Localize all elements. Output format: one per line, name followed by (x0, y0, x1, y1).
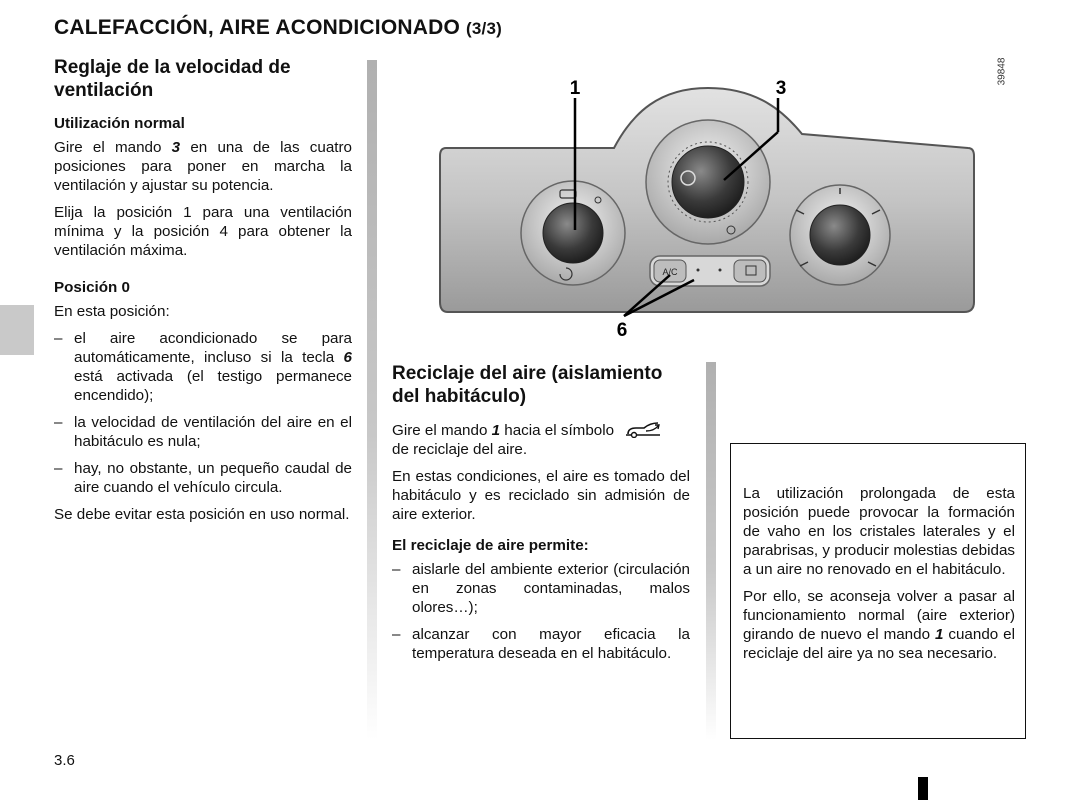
page-title (54, 16, 502, 40)
column-divider-left (367, 60, 377, 740)
text: Por ello, se aconseja volver a pasar al funcionamiento normal (aire exterior) girando de nuevo el mando (743, 588, 1015, 643)
text: cuando el reciclaje del aire ya no sea necesario. (743, 626, 1015, 662)
dash-marker: – (392, 561, 401, 578)
control-reference: 6 (343, 349, 352, 366)
dash-marker: – (54, 414, 63, 431)
subheading-normal-use: Utilización normal (54, 115, 185, 132)
air-recirculation-knob (521, 181, 625, 285)
column-divider-right (706, 362, 716, 740)
indicator-light (697, 269, 700, 272)
control-reference: 1 (934, 626, 944, 643)
page-number: 3.6 (54, 752, 75, 769)
note-box (730, 443, 1026, 739)
list-item (54, 329, 352, 405)
dash-marker: – (392, 626, 401, 643)
paragraph-recirculation-1-end: de reciclaje del aire. (392, 441, 528, 458)
paragraph-normal-use-2: Elija la posición 1 para una ventilación mínima y la posición 4 para obtener la ventilación máxima. (54, 204, 352, 259)
rear-defrost-button (734, 260, 766, 282)
climate-control-diagram (428, 70, 980, 345)
list-item-text: la velocidad de ventilación del aire en el habitáculo es nula; (74, 414, 352, 450)
subheading-position-zero: Posición 0 (54, 279, 130, 296)
note-paragraph-1: La utilización prolongada de esta posición puede provocar la formación de vaho en los cristales laterales y el parabrisas, y producir molestias debidas a un aire no renovado en el habitáculo. (743, 485, 1015, 578)
list-item (54, 413, 352, 451)
text: Gire el mando (54, 139, 172, 156)
figure-reference-code: 39848 (996, 57, 1008, 86)
note-paragraph-2 (743, 587, 1015, 663)
middle-column (392, 362, 690, 671)
end-of-section-mark (918, 777, 928, 800)
list-item (392, 560, 690, 617)
callout-label-1: 1 (569, 78, 581, 99)
section-heading-recirculation: Reciclaje del aire (aislamiento del habitáculo) (392, 363, 663, 407)
list-item-text: alcanzar con mayor eficacia la temperatura deseada en el habitáculo. (412, 626, 690, 662)
indicator-light (719, 269, 722, 272)
button-strip (650, 256, 770, 286)
callout-label-3: 3 (775, 78, 787, 99)
text: en una de las cuatro posiciones para poner en marcha la ventilación y ajustar su potencia. (54, 139, 352, 194)
dash-marker: – (54, 330, 63, 347)
paragraph-position-closing: Se debe evitar esta posición en uso normal. (54, 506, 350, 523)
paragraph-recirculation-2: En estas condiciones, el aire es tomado del habitáculo y es reciclado sin admisión de aire exterior. (392, 468, 690, 523)
list-item (392, 625, 690, 663)
text: hacia el símbolo (500, 422, 615, 439)
page-title-part: (3/3) (466, 19, 502, 38)
list-item-text: hay, no obstante, un pequeño caudal de aire cuando el vehículo circula. (74, 460, 352, 496)
page-title-text: CALEFACCIÓN, AIRE ACONDICIONADO (54, 16, 460, 39)
chapter-tab (0, 305, 34, 355)
ac-button-label: A/C (662, 267, 678, 277)
recirculation-symbol-icon (624, 420, 664, 438)
list-item (54, 459, 352, 497)
dash-marker: – (54, 460, 63, 477)
subheading-recirculation-allows: El reciclaje de aire permite: (392, 537, 589, 554)
section-heading-ventilation: Reglaje de la velocidad de ventilación (54, 57, 291, 101)
control-reference: 3 (171, 139, 181, 156)
paragraph-normal-use-1 (54, 138, 352, 195)
control-reference: 1 (491, 422, 501, 439)
text: el aire acondicionado se para automáticamente, incluso si la tecla (74, 330, 352, 366)
list-item-text: aislarle del ambiente exterior (circulación en zonas contaminadas, malos olores…); (412, 561, 690, 616)
fan-speed-knob (646, 120, 770, 244)
note-box-content (743, 484, 1015, 671)
text: Gire el mando (392, 422, 492, 439)
paragraph-recirculation-1 (392, 420, 690, 440)
list-item-text (74, 329, 352, 405)
left-column (54, 56, 352, 532)
air-distribution-knob (790, 185, 890, 285)
text: está activada (el testigo permanece encendido); (74, 368, 352, 404)
paragraph-position-intro: En esta posición: (54, 303, 170, 320)
callout-label-6: 6 (616, 320, 628, 341)
